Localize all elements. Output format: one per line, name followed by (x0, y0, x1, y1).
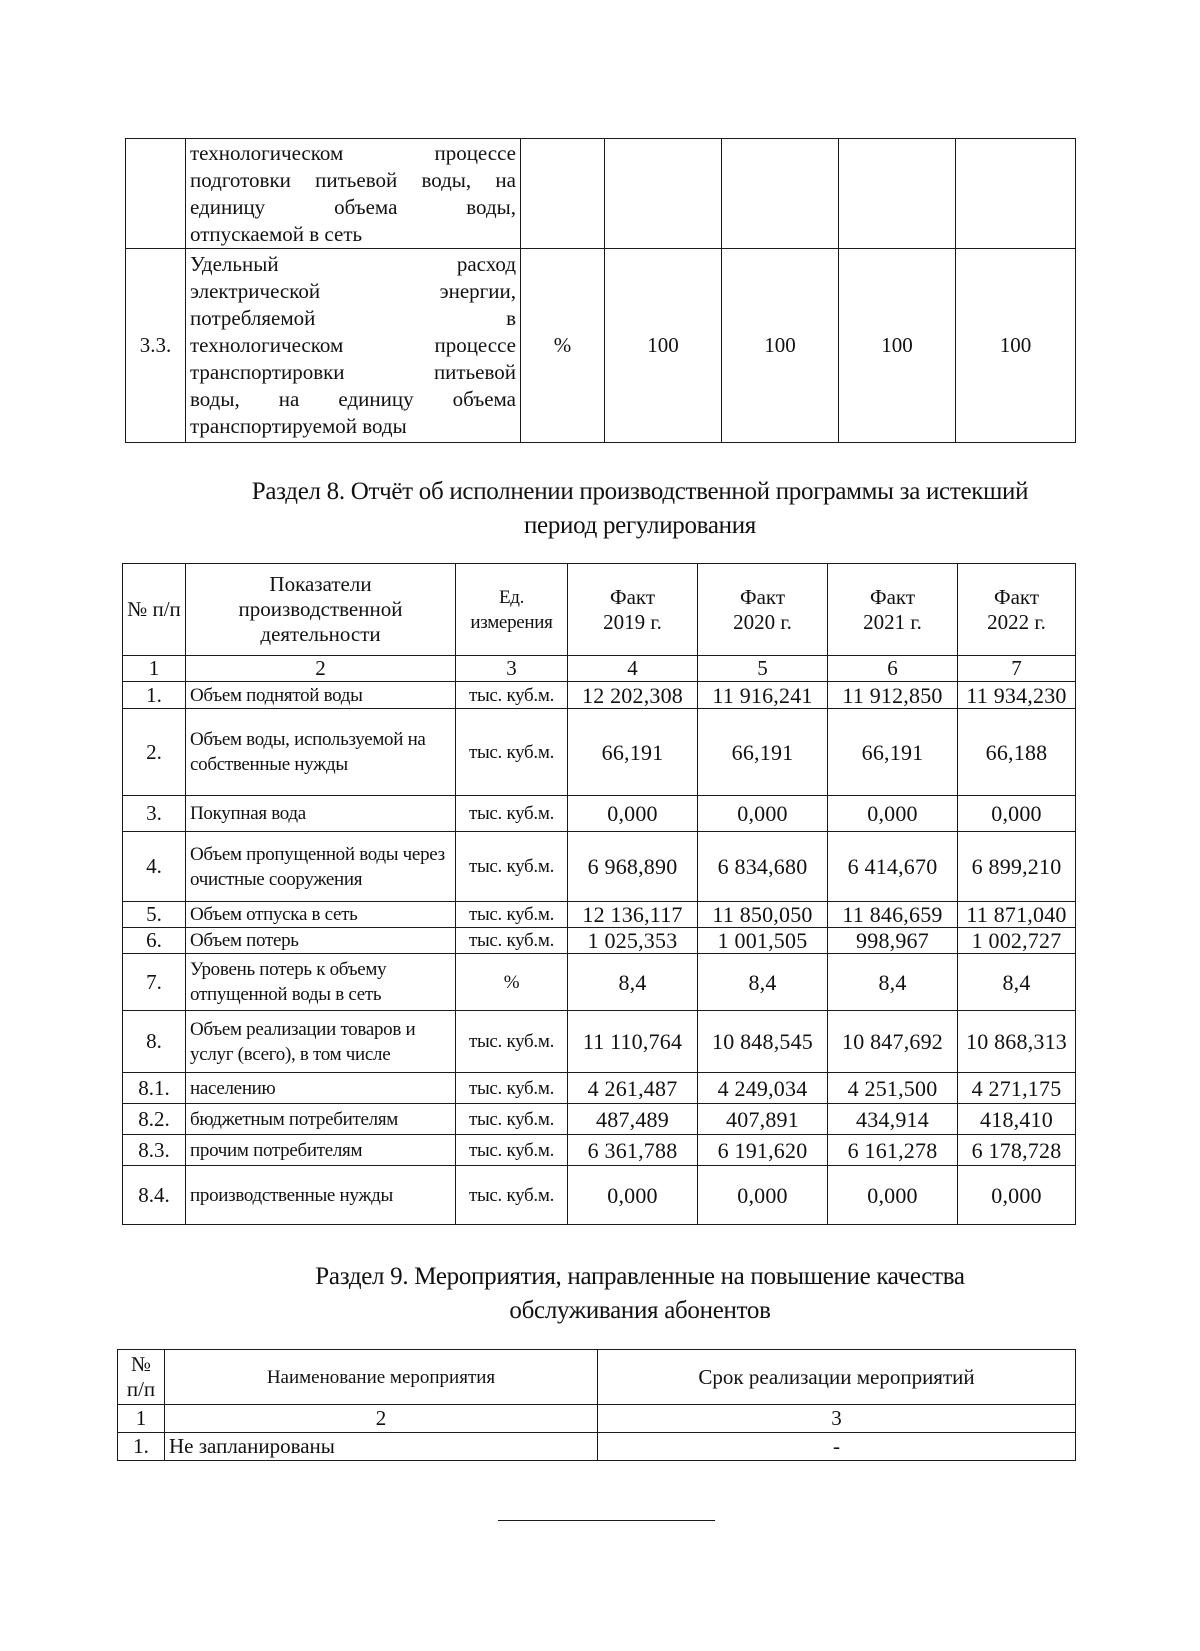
value-2020: 6 191,620 (698, 1135, 828, 1166)
value-2019: 12 136,117 (568, 902, 698, 928)
row-number: 8.1. (123, 1073, 186, 1104)
column-number: 4 (568, 656, 698, 682)
value-2019: 6 968,890 (568, 832, 698, 902)
row-number: 8.4. (123, 1166, 186, 1225)
value-2022: 6 178,728 (958, 1135, 1076, 1166)
table-row (123, 796, 1076, 832)
text-line: технологическом процессе (190, 333, 516, 357)
indicator-name: Уровень потерь к объему отпущенной воды в сеть (186, 954, 456, 1011)
header-indicator: Показатели производственной деятельности (186, 564, 456, 656)
value-2020: 66,191 (698, 709, 828, 796)
text-line: Удельный расход (190, 252, 516, 276)
indicator-name: населению (186, 1073, 456, 1104)
table-row (123, 928, 1076, 954)
value-2021: 434,914 (828, 1104, 958, 1135)
text-line: единицу объема воды, (190, 194, 516, 219)
text-line: транспортировки питьевой (190, 360, 516, 384)
value-2020: 1 001,505 (698, 928, 828, 954)
value-2020: 6 834,680 (698, 832, 828, 902)
value-cell: 100 (839, 249, 956, 443)
section-8-title-line2: период регулирования (523, 512, 757, 539)
value-cell (956, 139, 1076, 249)
value-2021: 4 251,500 (828, 1073, 958, 1104)
text-line: технологическом процессе (190, 140, 516, 165)
header-num: № п/п (118, 1350, 165, 1405)
unit-cell: % (456, 954, 568, 1011)
value-2022: 66,188 (958, 709, 1076, 796)
value-2022: 10 868,313 (958, 1011, 1076, 1073)
activities-table (117, 1349, 1076, 1461)
table-row (123, 954, 1076, 1011)
continuation-table (125, 138, 1076, 443)
header-row (118, 1350, 1076, 1405)
value-2020: 0,000 (698, 1166, 828, 1225)
indicator-name: Объем поднятой воды (186, 682, 456, 709)
activity-term: - (598, 1433, 1076, 1461)
table-row (123, 1011, 1076, 1073)
column-number: 3 (456, 656, 568, 682)
table-row (118, 1433, 1076, 1461)
unit-cell (521, 139, 605, 249)
indicator-name (186, 139, 521, 249)
value-cell: 100 (956, 249, 1076, 443)
column-number: 6 (828, 656, 958, 682)
unit-cell: тыс. куб.м. (456, 928, 568, 954)
unit-cell: % (521, 249, 605, 443)
table-row (123, 832, 1076, 902)
value-2022: 1 002,727 (958, 928, 1076, 954)
row-number: 1. (118, 1433, 165, 1461)
unit-cell: тыс. куб.м. (456, 682, 568, 709)
value-2022: 11 934,230 (958, 682, 1076, 709)
value-2019: 6 361,788 (568, 1135, 698, 1166)
value-2022: 0,000 (958, 1166, 1076, 1225)
unit-cell: тыс. куб.м. (456, 796, 568, 832)
row-number: 3. (123, 796, 186, 832)
value-2022: 8,4 (958, 954, 1076, 1011)
value-2022: 0,000 (958, 796, 1076, 832)
row-number: 3.3. (126, 249, 186, 443)
column-number: 1 (123, 656, 186, 682)
row-number: 2. (123, 709, 186, 796)
value-2021: 10 847,692 (828, 1011, 958, 1073)
indicator-name (186, 249, 521, 443)
indicator-name: Покупная вода (186, 796, 456, 832)
header-num: № п/п (123, 564, 186, 656)
text-line: подготовки питьевой воды, на (190, 167, 516, 192)
row-number: 8.3. (123, 1135, 186, 1166)
header-2021: Факт 2021 г. (828, 564, 958, 656)
column-number: 1 (118, 1405, 165, 1433)
section-9-title (240, 1260, 1040, 1328)
production-report-table (122, 563, 1076, 1225)
table-row (123, 682, 1076, 709)
value-2021: 998,967 (828, 928, 958, 954)
table-row (123, 1166, 1076, 1225)
unit-cell: тыс. куб.м. (456, 1011, 568, 1073)
value-cell (839, 139, 956, 249)
row-number: 5. (123, 902, 186, 928)
header-unit: Ед. измерения (456, 564, 568, 656)
column-number: 5 (698, 656, 828, 682)
value-2019: 11 110,764 (568, 1011, 698, 1073)
value-2022: 4 271,175 (958, 1073, 1076, 1104)
value-cell (722, 139, 839, 249)
column-number: 7 (958, 656, 1076, 682)
value-2019: 66,191 (568, 709, 698, 796)
unit-cell: тыс. куб.м. (456, 1166, 568, 1225)
value-2020: 8,4 (698, 954, 828, 1011)
indicator-name: Объем потерь (186, 928, 456, 954)
column-number-row (123, 656, 1076, 682)
value-2020: 11 916,241 (698, 682, 828, 709)
unit-cell: тыс. куб.м. (456, 1104, 568, 1135)
row-number: 1. (123, 682, 186, 709)
value-2019: 4 261,487 (568, 1073, 698, 1104)
row-number: 4. (123, 832, 186, 902)
value-2021: 11 846,659 (828, 902, 958, 928)
value-2021: 11 912,850 (828, 682, 958, 709)
table-row (126, 139, 1076, 249)
text-line: потребляемой в (190, 306, 516, 330)
text-line: отпускаемой в сеть (190, 221, 363, 246)
table-row (126, 249, 1076, 443)
value-2020: 0,000 (698, 796, 828, 832)
unit-cell: тыс. куб.м. (456, 709, 568, 796)
value-2019: 1 025,353 (568, 928, 698, 954)
column-number: 2 (165, 1405, 598, 1433)
table-row (123, 1104, 1076, 1135)
header-name: Наименование мероприятия (165, 1350, 598, 1405)
footer-divider (498, 1520, 715, 1521)
value-2019: 0,000 (568, 1166, 698, 1225)
value-2020: 4 249,034 (698, 1073, 828, 1104)
table-row (123, 902, 1076, 928)
value-2020: 11 850,050 (698, 902, 828, 928)
column-number: 2 (186, 656, 456, 682)
indicator-name: Объем отпуска в сеть (186, 902, 456, 928)
text-line: электрической энергии, (190, 279, 516, 303)
value-2021: 6 161,278 (828, 1135, 958, 1166)
section-8-title-line1: Раздел 8. Отчёт об исполнении производственной программы за истекший (251, 478, 1029, 505)
value-2019: 12 202,308 (568, 682, 698, 709)
value-2019: 8,4 (568, 954, 698, 1011)
unit-cell: тыс. куб.м. (456, 832, 568, 902)
text-line: транспортируемой воды (190, 414, 407, 438)
indicator-name: Объем воды, используемой на собственные нужды (186, 709, 456, 796)
column-number: 3 (598, 1405, 1076, 1433)
table-row (123, 1073, 1076, 1104)
row-number: 8.2. (123, 1104, 186, 1135)
value-2022: 11 871,040 (958, 902, 1076, 928)
value-2019: 487,489 (568, 1104, 698, 1135)
row-number: 8. (123, 1011, 186, 1073)
section-9-title-line2: обслуживания абонентов (509, 1297, 771, 1324)
value-2022: 6 899,210 (958, 832, 1076, 902)
text-line: воды, на единицу объема (190, 387, 516, 411)
column-number-row (118, 1405, 1076, 1433)
value-2021: 0,000 (828, 796, 958, 832)
section-9-title-line1: Раздел 9. Мероприятия, направленные на повышение качества (315, 1263, 965, 1290)
indicator-name: Объем реализации товаров и услуг (всего), в том числе (186, 1011, 456, 1073)
indicator-name: бюджетным потребителям (186, 1104, 456, 1135)
value-2020: 407,891 (698, 1104, 828, 1135)
header-2019: Факт 2019 г. (568, 564, 698, 656)
value-cell: 100 (605, 249, 722, 443)
header-2022: Факт 2022 г. (958, 564, 1076, 656)
indicator-name: Объем пропущенной воды через очистные сооружения (186, 832, 456, 902)
value-2022: 418,410 (958, 1104, 1076, 1135)
row-number (126, 139, 186, 249)
unit-cell: тыс. куб.м. (456, 902, 568, 928)
table-row (123, 1135, 1076, 1166)
header-row (123, 564, 1076, 656)
value-2020: 10 848,545 (698, 1011, 828, 1073)
value-2021: 8,4 (828, 954, 958, 1011)
unit-cell: тыс. куб.м. (456, 1135, 568, 1166)
section-8-title (200, 475, 1080, 543)
activity-name: Не запланированы (165, 1433, 598, 1461)
unit-cell: тыс. куб.м. (456, 1073, 568, 1104)
value-2021: 6 414,670 (828, 832, 958, 902)
indicator-name: прочим потребителям (186, 1135, 456, 1166)
value-2021: 0,000 (828, 1166, 958, 1225)
indicator-name: производственные нужды (186, 1166, 456, 1225)
value-cell: 100 (722, 249, 839, 443)
table-row (123, 709, 1076, 796)
header-2020: Факт 2020 г. (698, 564, 828, 656)
value-2021: 66,191 (828, 709, 958, 796)
row-number: 6. (123, 928, 186, 954)
header-term: Срок реализации мероприятий (598, 1350, 1076, 1405)
value-cell (605, 139, 722, 249)
value-2019: 0,000 (568, 796, 698, 832)
row-number: 7. (123, 954, 186, 1011)
